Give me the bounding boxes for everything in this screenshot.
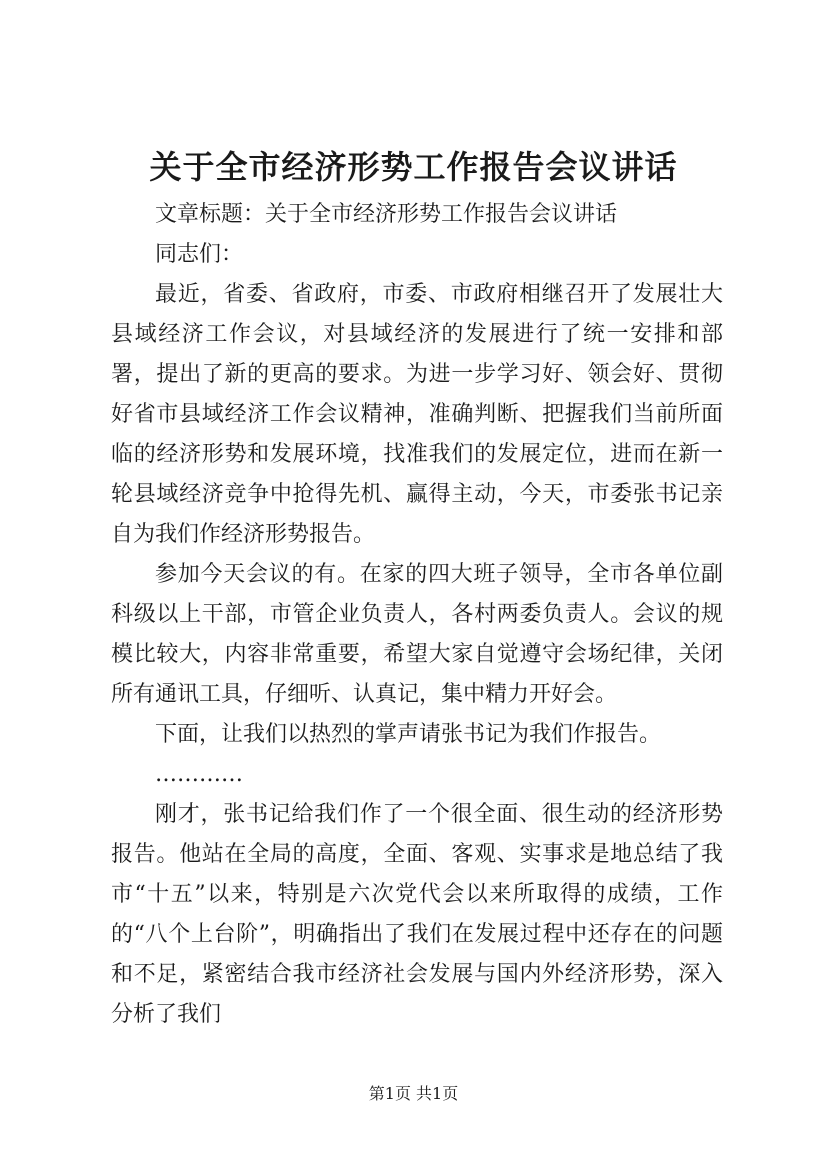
- document-title: 关于全市经济形势工作报告会议讲话: [149, 148, 678, 186]
- paragraph: 下面，让我们以热烈的掌声请张书记为我们作报告。: [155, 722, 662, 747]
- document-body: [111, 195, 723, 1035]
- ellipsis-separator: …………: [155, 762, 243, 787]
- page-footer: 第1页 共1页: [368, 1084, 459, 1103]
- article-title-line: 文章标题：关于全市经济形势工作报告会议讲话: [155, 202, 618, 227]
- paragraph: 参加今天会议的有。在家的四大班子领导，全市各单位副科级以上干部，市管企业负责人，各村两委负责人。会议的规模比较大，内容非常重要，希望大家自觉遵守会场纪律，关闭所有通讯工具，仔细听、认真记，集中精力开好会。: [111, 562, 723, 707]
- salutation: 同志们：: [155, 242, 244, 267]
- paragraph: 最近，省委、省政府，市委、市政府相继召开了发展壮大县域经济工作会议，对县域经济的发展进行了统一安排和部署，提出了新的更高的要求。为进一步学习好、领会好、贯彻好省市县域经济工作会议精神，准确判断、把握我们当前所面临的经济形势和发展环境，找准我们的发展定位，进而在新一轮县域经济竞争中抢得先机、赢得主动，今天，市委张书记亲自为我们作经济形势报告。: [111, 282, 723, 547]
- paragraph: 刚才，张书记给我们作了一个很全面、很生动的经济形势报告。他站在全局的高度，全面、客观、实事求是地总结了我市“十五”以来，特别是六次党代会以来所取得的成绩，工作的“八个上台阶”，明确指出了我们在发展过程中还存在的问题和不足，紧密结合我市经济社会发展与国内外经济形势，深入分析了我们: [111, 802, 723, 1027]
